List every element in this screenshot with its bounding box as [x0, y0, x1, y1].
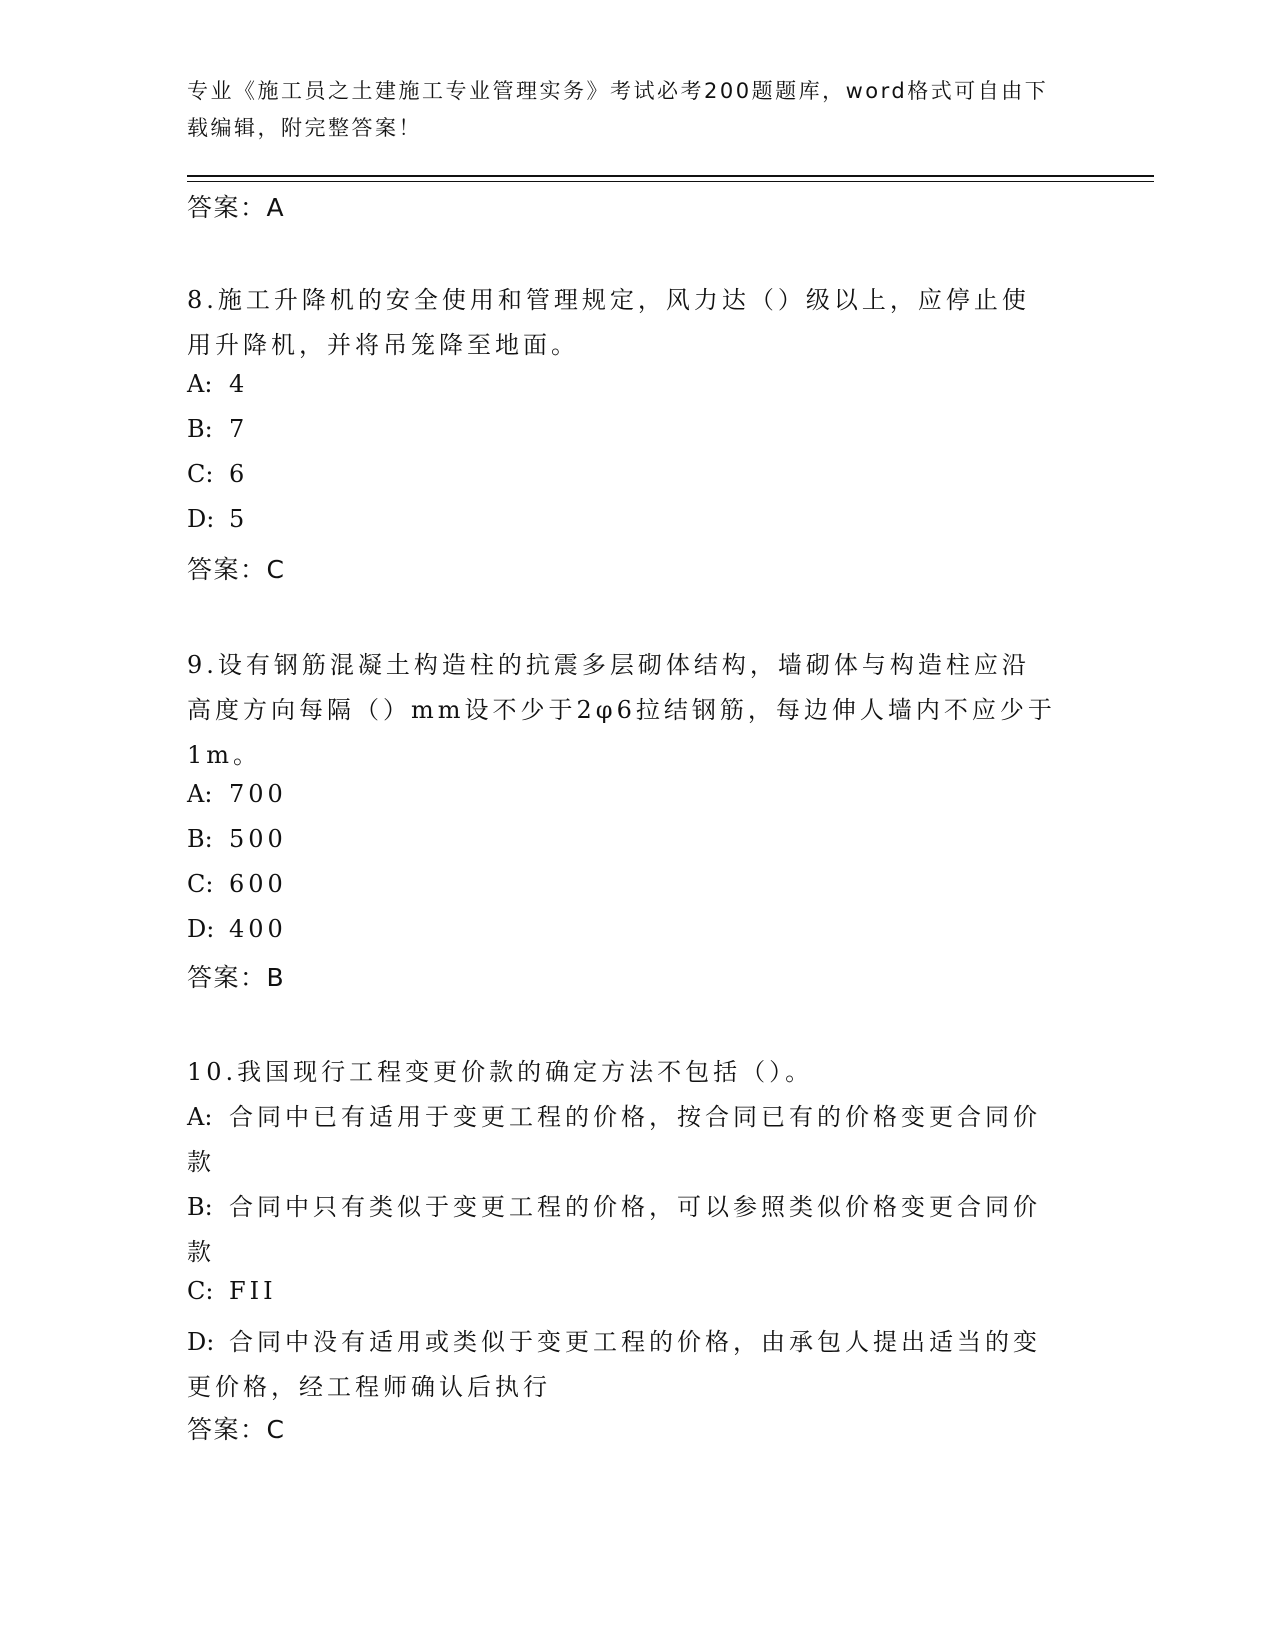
option-label: A:	[187, 370, 213, 398]
question-9-answer: 答案：B	[187, 963, 286, 992]
question-10-option-a-cont: 款	[187, 1148, 215, 1176]
option-label: C:	[187, 1277, 214, 1305]
header-rule-thick	[187, 175, 1154, 177]
question-10-option-d-cont: 更价格，经工程师确认后执行	[187, 1373, 551, 1401]
option-text: 合同中已有适用于变更工程的价格，按合同已有的价格变更合同价	[229, 1103, 1041, 1131]
option-label: D:	[187, 505, 215, 533]
question-9-option-b	[187, 825, 287, 853]
document-header: 专业《施工员之土建施工专业管理实务》考试必考200题题库，word格式可自由下载编辑，附完整答案！	[187, 79, 1049, 140]
option-text: 4	[229, 370, 249, 398]
question-8-option-a	[187, 370, 248, 398]
option-text: FII	[229, 1277, 277, 1305]
question-9-text-line-3: 1m。	[187, 741, 262, 769]
question-9-text-line-1: 9.设有钢筋混凝土构造柱的抗震多层砌体结构，墙砌体与构造柱应沿	[187, 651, 1030, 679]
option-label: B:	[187, 1193, 213, 1221]
question-8-option-b	[187, 415, 248, 443]
option-label: D:	[187, 915, 215, 943]
question-10-option-d	[187, 1322, 1041, 1357]
question-10-option-c	[187, 1277, 277, 1305]
option-label: B:	[187, 825, 213, 853]
option-text: 500	[229, 825, 287, 853]
question-10-text-line-1: 10.我国现行工程变更价款的确定方法不包括（）。	[187, 1058, 814, 1086]
option-label: A:	[187, 1103, 213, 1131]
option-text: 6	[229, 460, 249, 488]
option-label: D:	[187, 1328, 215, 1356]
question-8-text-line-2: 用升降机，并将吊笼降至地面。	[187, 331, 579, 359]
question-10-answer: 答案：C	[187, 1415, 286, 1444]
question-9-option-d	[187, 915, 287, 943]
question-8-text-line-1: 8.施工升降机的安全使用和管理规定，风力达（）级以上，应停止使	[187, 286, 1030, 314]
option-label: B:	[187, 415, 213, 443]
question-9-text-line-2: 高度方向每隔（）mm设不少于2φ6拉结钢筋，每边伸人墙内不应少于	[187, 696, 1056, 724]
option-label: C:	[187, 870, 214, 898]
question-8-answer: 答案：C	[187, 555, 286, 584]
option-text: 400	[229, 915, 287, 943]
option-text: 合同中只有类似于变更工程的价格，可以参照类似价格变更合同价	[229, 1193, 1041, 1221]
question-9-option-c	[187, 870, 287, 898]
option-label: A:	[187, 780, 213, 808]
option-text: 5	[229, 505, 249, 533]
answer-line: 答案：A	[187, 193, 286, 222]
option-text: 700	[229, 780, 287, 808]
question-8-option-c	[187, 460, 248, 488]
option-label: C:	[187, 460, 214, 488]
header-rule-thin	[187, 181, 1154, 182]
option-text: 600	[229, 870, 287, 898]
question-10-option-b	[187, 1187, 1041, 1222]
option-text: 7	[229, 415, 249, 443]
question-10-option-b-cont: 款	[187, 1238, 215, 1266]
question-10-option-a	[187, 1097, 1041, 1132]
option-text: 合同中没有适用或类似于变更工程的价格，由承包人提出适当的变	[229, 1328, 1041, 1356]
question-9-option-a	[187, 780, 287, 808]
question-8-option-d	[187, 505, 248, 533]
